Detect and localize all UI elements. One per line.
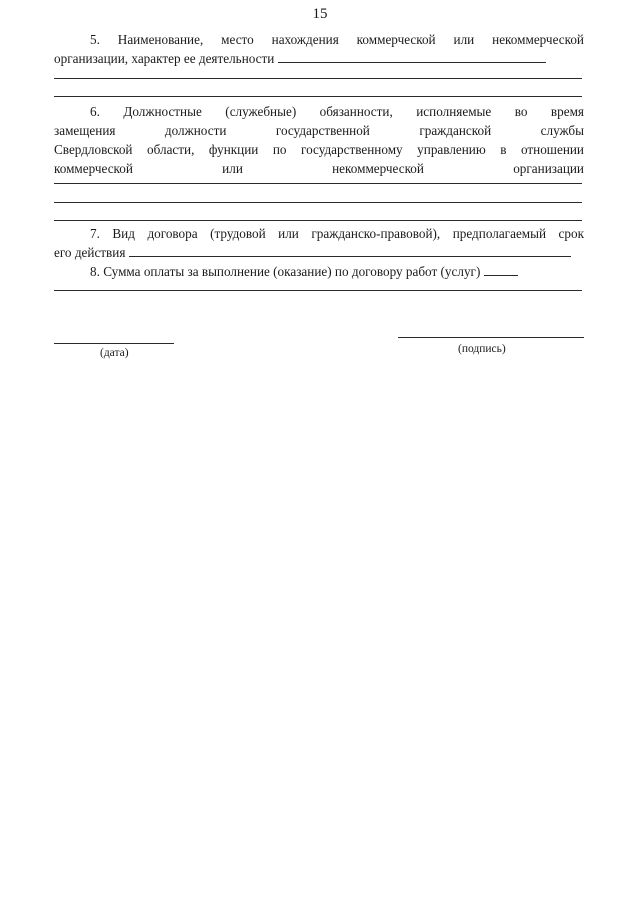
- signature-caption: (подпись): [458, 343, 506, 355]
- item-8-fill-inline[interactable]: [484, 274, 518, 276]
- item-6-line-3: Свердловской области, функции по государственному управлению в отношении: [54, 142, 584, 157]
- item-5-fill-line-2[interactable]: [54, 96, 582, 97]
- item-7-fill-inline[interactable]: [129, 255, 571, 257]
- item-6-fill-line-1[interactable]: [54, 183, 582, 184]
- item-5-line-2-text: организации, характер ее деятельности: [54, 51, 275, 66]
- item-8-paragraph: [54, 262, 584, 281]
- item-8-line-1-text: 8. Сумма оплаты за выполнение (оказание) по договору работ (услуг): [90, 264, 481, 279]
- page-number: 15: [312, 6, 328, 22]
- item-7-line-1: 7. Вид договора (трудовой или гражданско-правовой), предполагаемый срок: [90, 226, 584, 241]
- item-6-line-1: 6. Должностные (служебные) обязанности, исполняемые во время: [90, 104, 584, 119]
- date-line[interactable]: [54, 343, 174, 344]
- item-6-line-2: замещения должности государственной гражданской службы: [54, 123, 584, 138]
- item-6-line-4: коммерческой или некоммерческой организации: [54, 161, 584, 176]
- item-7-paragraph: [54, 224, 584, 262]
- item-5-fill-line-1[interactable]: [54, 78, 582, 79]
- signature-line[interactable]: [398, 337, 584, 338]
- item-7-line-2: [54, 243, 584, 262]
- item-5-line-1: 5. Наименование, место нахождения коммерческой или некоммерческой: [90, 32, 584, 47]
- item-6-paragraph: [54, 102, 584, 178]
- item-8-line-1: [54, 262, 584, 281]
- item-8-fill-line-1[interactable]: [54, 290, 582, 291]
- item-6-fill-line-3[interactable]: [54, 220, 582, 221]
- item-6-fill-line-2[interactable]: [54, 202, 582, 203]
- item-5-line-2: [54, 49, 584, 68]
- date-caption: (дата): [100, 347, 129, 359]
- item-5-paragraph: [54, 30, 584, 68]
- item-5-fill-inline[interactable]: [278, 61, 546, 63]
- item-7-line-2-text: его действия: [54, 245, 126, 260]
